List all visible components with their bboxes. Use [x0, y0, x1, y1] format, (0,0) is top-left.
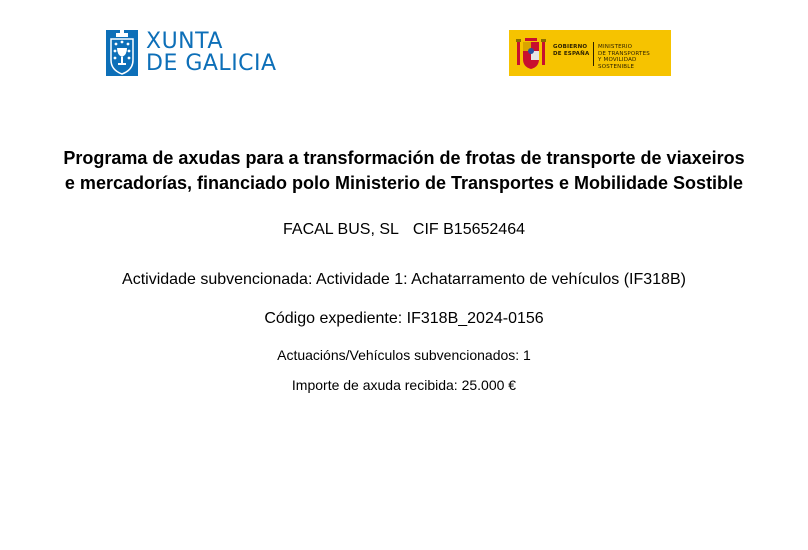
xunta-logo-text — [146, 31, 277, 75]
xunta-de-galicia-logo — [106, 30, 277, 76]
gobierno-text — [553, 44, 589, 57]
beneficiary-line — [20, 220, 788, 240]
title-line-1: Programa de axudas para a transformación de frotas de transporte de viaxeiros — [63, 148, 745, 168]
vehicles-count: Actuacións/Vehículos subvencionados: 1 — [277, 347, 531, 363]
expediente-code: Código expediente: IF318B_2024-0156 — [264, 310, 544, 327]
ministerio-text — [598, 44, 671, 70]
ministerio-line1: MINISTERIO — [598, 44, 633, 50]
logo-divider — [593, 42, 594, 66]
xunta-logo-line1: XUNTA — [146, 29, 223, 54]
title-line-2: e mercadorías, financiado polo Ministerio de Transportes e Mobilidade Sostible — [64, 173, 744, 193]
company-name: FACAL BUS, SL — [283, 221, 399, 238]
activity-text: Actividade subvencionada: Actividade 1: Achatarramento de vehículos (IF318B) — [122, 271, 686, 288]
ministerio-line2: DE TRANSPORTES — [598, 50, 650, 57]
company-cif: CIF B15652464 — [412, 221, 525, 238]
gobierno-line1: GOBIERNO — [553, 44, 588, 50]
ministerio-line3: Y MOVILIDAD SOSTENIBLE — [598, 57, 637, 70]
galicia-coat-of-arms-icon — [106, 30, 138, 76]
gobierno-line2: DE ESPAÑA — [553, 50, 590, 57]
xunta-logo-line2: DE GALICIA — [146, 51, 277, 76]
gobierno-de-espana-logo — [509, 30, 671, 76]
spain-coat-of-arms-icon — [515, 35, 547, 71]
document-title — [20, 146, 788, 196]
grant-amount: Importe de axuda recibida: 25.000 € — [291, 377, 517, 393]
